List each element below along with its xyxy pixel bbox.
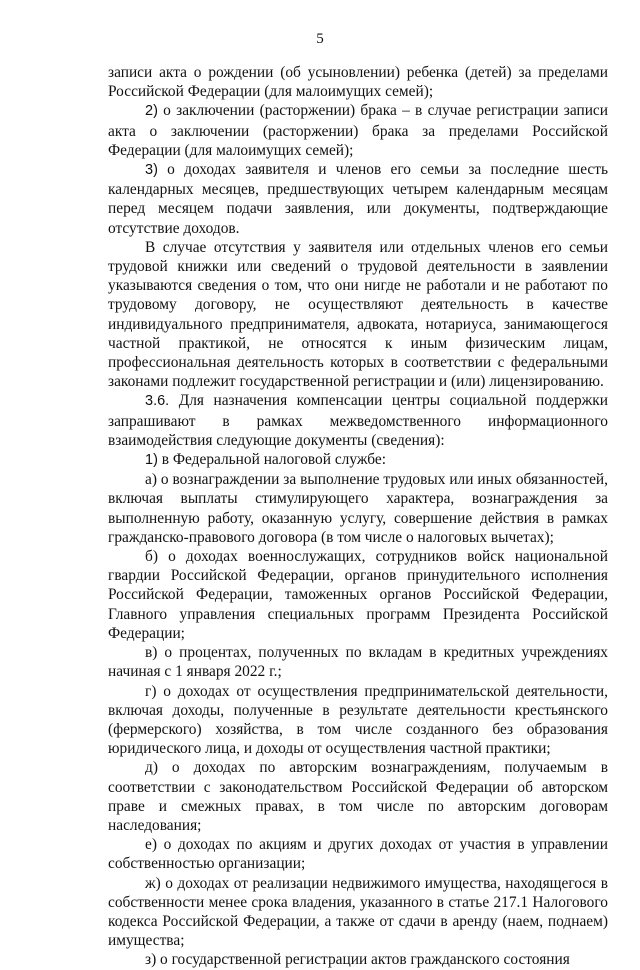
document-body <box>108 63 608 970</box>
list-item <box>108 835 608 873</box>
paragraph-text: о доходах заявителя и членов его семьи за последние шесть календарных месяцев, предшествующих четырем календарным месяцам перед месяцем подачи заявления, или документы, подтверждающие отсутствие доходов. <box>108 161 608 237</box>
list-item <box>108 950 608 969</box>
list-item <box>108 450 608 470</box>
list-item <box>108 470 608 547</box>
paragraph-text: г) о доходах от осуществления предпринимательской деятельности, включая доходы, полученные в результате деятельности крестьянского (фермерского) хозяйства, в том числе созданного без образования юридического лица, и доходы от осуществления частной практики; <box>108 682 608 758</box>
item-label: 2) <box>145 103 158 120</box>
paragraph-text: а) о вознаграждении за выполнение трудовых или иных обязанностей, включая выплаты стимулирующего характера, вознаграждения за выполненную работу, оказанную услугу, совершение действия в рамках гражданско-правового договора (в том числе о налоговых вычетах); <box>108 471 608 546</box>
paragraph-text: Для назначения компенсации центры социальной поддержки запрашивают в рамках межведомственного информационного взаимодействия следующие документы (сведения): <box>108 392 608 449</box>
paragraph-text: е) о доходах по акциям и других доходах от участия в управлении собственностью организации; <box>108 836 608 873</box>
paragraph-text: в Федеральной налоговой службе: <box>157 451 387 469</box>
list-item <box>108 160 608 238</box>
paragraph <box>108 63 608 101</box>
list-item <box>108 758 608 835</box>
item-label: 3) <box>145 162 158 179</box>
paragraph-text: д) о доходах по авторским вознаграждениям, получаемым в соответствии с законодательством Российской Федерации об авторском праве и смежных правах, в том числе по авторским договорам наследования; <box>108 759 608 834</box>
section-item <box>108 391 608 450</box>
list-item <box>108 643 608 681</box>
item-label: 1) <box>145 452 158 469</box>
paragraph-text: В случае отсутствия у заявителя или отдельных членов его семьи трудовой книжки или сведений о трудовой деятельности в заявлении указываются сведения о том, что они нигде не работали и не работают по трудовому договору, не осуществляют деятельность в качестве индивидуального предпринимателя, адвоката, нотариуса, занимающегося частной практикой, не относятся к иным физическим лицам, профессиональная деятельность которых в соответствии с федеральными законами подлежит государственной регистрации и (или) лицензированию. <box>108 238 608 391</box>
paragraph-text: в) о процентах, полученных по вкладам в кредитных учреждениях начиная с 1 января 2022 г.; <box>108 644 608 681</box>
list-item <box>108 682 608 759</box>
paragraph-text: ж) о доходах от реализации недвижимого имущества, находящегося в собственности менее срока владения, указанного в статье 217.1 Налогового кодекса Российской Федерации, а также от сдачи в аренду (наем, поднаем) имущества; <box>108 874 608 950</box>
paragraph-text: б) о доходах военнослужащих, сотрудников войск национальной гвардии Российской Федерации, органов принудительного исполнения Российской Федерации, таможенных органов Российской Федерации, Главного управления специальных программ Президента Российской Федерации; <box>108 548 608 642</box>
list-item <box>108 874 608 951</box>
paragraph-text: з) о государственной регистрации актов гражданского состояния <box>145 951 570 969</box>
paragraph-text: о заключении (расторжении) брака – в случае регистрации записи акта о заключении (расторжении) брака за пределами Российской Федерации (для малоимущих семей); <box>108 102 608 159</box>
paragraph <box>108 238 608 392</box>
page-number: 5 <box>316 31 324 47</box>
list-item <box>108 547 608 643</box>
list-item <box>108 101 608 160</box>
item-label: 3.6. <box>145 393 170 410</box>
paragraph-text: записи акта о рождении (об усыновлении) ребенка (детей) за пределами Российской Федерации (для малоимущих семей); <box>108 64 608 101</box>
